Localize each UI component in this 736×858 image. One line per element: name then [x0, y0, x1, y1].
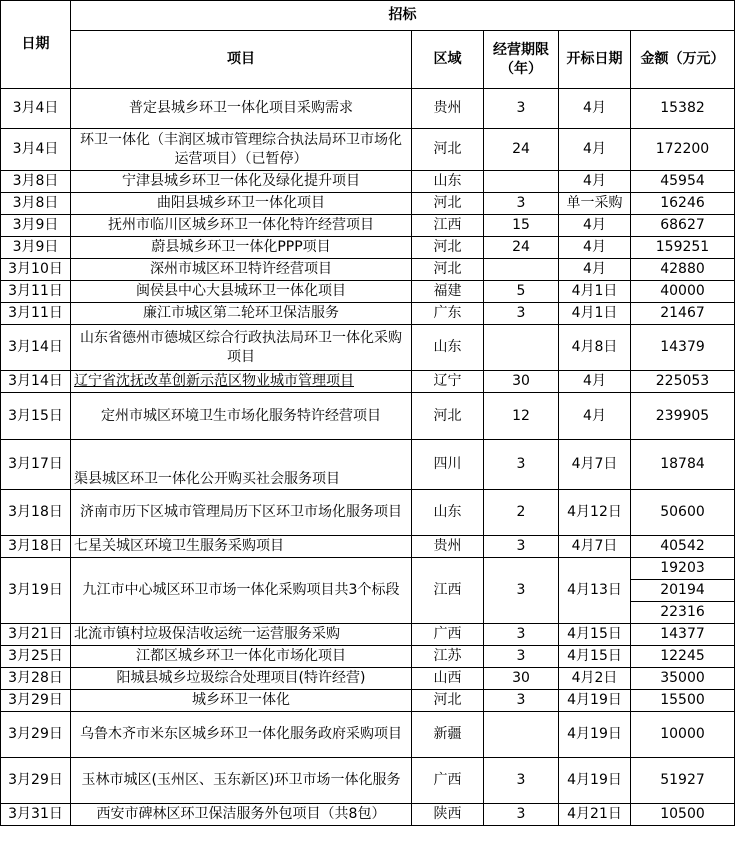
cell-date: 3月9日	[1, 215, 71, 237]
header-project: 项目	[71, 31, 412, 89]
cell-region: 河北	[412, 237, 484, 259]
cell-open-date: 4月21日	[559, 804, 631, 826]
cell-date: 3月11日	[1, 303, 71, 325]
cell-date: 3月29日	[1, 712, 71, 758]
cell-date: 3月9日	[1, 237, 71, 259]
cell-open-date: 4月	[559, 259, 631, 281]
cell-region: 江西	[412, 215, 484, 237]
cell-amount: 10000	[631, 712, 735, 758]
cell-term: 3	[484, 440, 559, 490]
cell-open-date: 4月7日	[559, 440, 631, 490]
table-row	[1, 490, 735, 536]
cell-amount: 14379	[631, 325, 735, 371]
cell-amount: 19203	[631, 558, 735, 580]
cell-open-date: 4月19日	[559, 758, 631, 804]
table-row	[1, 259, 735, 281]
cell-region: 新疆	[412, 712, 484, 758]
cell-project: 江都区城乡环卫一体化市场化项目	[71, 646, 412, 668]
header-group: 招标	[71, 1, 735, 31]
cell-open-date: 4月19日	[559, 690, 631, 712]
cell-open-date: 4月1日	[559, 281, 631, 303]
cell-term: 3	[484, 303, 559, 325]
cell-amount: 16246	[631, 193, 735, 215]
header-date: 日期	[1, 1, 71, 89]
cell-amount: 51927	[631, 758, 735, 804]
table-row	[1, 440, 735, 490]
cell-region: 河北	[412, 193, 484, 215]
cell-date: 3月15日	[1, 393, 71, 440]
cell-term: 3	[484, 758, 559, 804]
cell-amount: 45954	[631, 171, 735, 193]
table-row	[1, 536, 735, 558]
cell-project: 山东省德州市德城区综合行政执法局环卫一体化采购项目	[71, 325, 412, 371]
cell-term: 3	[484, 804, 559, 826]
cell-region: 河北	[412, 393, 484, 440]
cell-region: 江西	[412, 558, 484, 624]
header-amount: 金额（万元）	[631, 31, 735, 89]
table-row	[1, 171, 735, 193]
cell-term: 24	[484, 237, 559, 259]
header-term: 经营期限（年）	[484, 31, 559, 89]
cell-open-date: 4月7日	[559, 536, 631, 558]
cell-amount: 20194	[631, 580, 735, 602]
cell-project-link[interactable]: 辽宁省沈抚改革创新示范区物业城市管理项目	[71, 371, 412, 393]
cell-amount: 10500	[631, 804, 735, 826]
cell-project: 廉江市城区第二轮环卫保洁服务	[71, 303, 412, 325]
cell-project: 乌鲁木齐市米东区城乡环卫一体化服务政府采购项目	[71, 712, 412, 758]
cell-amount: 172200	[631, 129, 735, 171]
cell-project: 宁津县城乡环卫一体化及绿化提升项目	[71, 171, 412, 193]
cell-amount: 14377	[631, 624, 735, 646]
cell-project: 济南市历下区城市管理局历下区环卫市场化服务项目	[71, 490, 412, 536]
cell-open-date: 4月	[559, 371, 631, 393]
cell-project: 抚州市临川区城乡环卫一体化特许经营项目	[71, 215, 412, 237]
cell-date: 3月14日	[1, 371, 71, 393]
table-row	[1, 668, 735, 690]
cell-region: 山西	[412, 668, 484, 690]
cell-open-date: 4月8日	[559, 325, 631, 371]
cell-date: 3月18日	[1, 490, 71, 536]
table-row	[1, 624, 735, 646]
cell-term	[484, 171, 559, 193]
cell-region: 贵州	[412, 536, 484, 558]
table-row	[1, 89, 735, 129]
cell-amount: 40542	[631, 536, 735, 558]
cell-region: 福建	[412, 281, 484, 303]
table-row	[1, 371, 735, 393]
cell-amount: 42880	[631, 259, 735, 281]
table-row	[1, 804, 735, 826]
cell-term: 3	[484, 536, 559, 558]
cell-open-date: 4月2日	[559, 668, 631, 690]
cell-amount: 40000	[631, 281, 735, 303]
table-row	[1, 303, 735, 325]
cell-date: 3月25日	[1, 646, 71, 668]
cell-project: 九江市中心城区环卫市场一体化采购项目共3个标段	[71, 558, 412, 624]
cell-term	[484, 325, 559, 371]
cell-region: 陕西	[412, 804, 484, 826]
cell-term: 30	[484, 371, 559, 393]
cell-date: 3月8日	[1, 171, 71, 193]
cell-date: 3月19日	[1, 558, 71, 624]
cell-date: 3月28日	[1, 668, 71, 690]
table-row	[1, 193, 735, 215]
cell-region: 广西	[412, 758, 484, 804]
cell-project: 城乡环卫一体化	[71, 690, 412, 712]
cell-amount: 159251	[631, 237, 735, 259]
cell-term: 5	[484, 281, 559, 303]
table-row	[1, 758, 735, 804]
cell-project: 蔚县城乡环卫一体化PPP项目	[71, 237, 412, 259]
cell-term: 12	[484, 393, 559, 440]
cell-open-date: 4月15日	[559, 624, 631, 646]
cell-amount: 21467	[631, 303, 735, 325]
table-row	[1, 215, 735, 237]
cell-project: 玉林市城区(玉州区、玉东新区)环卫市场一体化服务	[71, 758, 412, 804]
cell-amount: 35000	[631, 668, 735, 690]
cell-open-date: 4月	[559, 129, 631, 171]
table-row	[1, 690, 735, 712]
cell-region: 河北	[412, 129, 484, 171]
cell-region: 江苏	[412, 646, 484, 668]
cell-project: 西安市碑林区环卫保洁服务外包项目（共8包）	[71, 804, 412, 826]
cell-date: 3月11日	[1, 281, 71, 303]
cell-date: 3月14日	[1, 325, 71, 371]
cell-date: 3月4日	[1, 129, 71, 171]
cell-region: 山东	[412, 325, 484, 371]
cell-project: 定州市城区环境卫生市场化服务特许经营项目	[71, 393, 412, 440]
cell-region: 贵州	[412, 89, 484, 129]
table-row	[1, 558, 735, 580]
cell-open-date: 4月1日	[559, 303, 631, 325]
cell-open-date: 4月	[559, 237, 631, 259]
cell-term: 3	[484, 193, 559, 215]
cell-amount: 68627	[631, 215, 735, 237]
cell-date: 3月29日	[1, 690, 71, 712]
cell-project: 北流市镇村垃圾保洁收运统一运营服务采购	[71, 624, 412, 646]
cell-region: 山东	[412, 490, 484, 536]
cell-region: 山东	[412, 171, 484, 193]
cell-project: 普定县城乡环卫一体化项目采购需求	[71, 89, 412, 129]
cell-project: 深州市城区环卫特许经营项目	[71, 259, 412, 281]
cell-amount: 225053	[631, 371, 735, 393]
cell-region: 辽宁	[412, 371, 484, 393]
cell-amount: 22316	[631, 602, 735, 624]
cell-date: 3月21日	[1, 624, 71, 646]
table-row	[1, 237, 735, 259]
cell-region: 四川	[412, 440, 484, 490]
header-region: 区域	[412, 31, 484, 89]
cell-open-date: 4月	[559, 393, 631, 440]
table-row	[1, 712, 735, 758]
cell-date: 3月29日	[1, 758, 71, 804]
cell-date: 3月8日	[1, 193, 71, 215]
cell-project: 阳城县城乡垃圾综合处理项目(特许经营)	[71, 668, 412, 690]
cell-open-date: 4月13日	[559, 558, 631, 624]
cell-region: 河北	[412, 259, 484, 281]
cell-amount: 15382	[631, 89, 735, 129]
cell-date: 3月31日	[1, 804, 71, 826]
cell-open-date: 单一采购	[559, 193, 631, 215]
cell-region: 广西	[412, 624, 484, 646]
cell-open-date: 4月	[559, 89, 631, 129]
cell-amount: 50600	[631, 490, 735, 536]
cell-term: 3	[484, 89, 559, 129]
cell-term: 3	[484, 646, 559, 668]
cell-term	[484, 259, 559, 281]
cell-term: 3	[484, 558, 559, 624]
cell-project: 环卫一体化（丰润区城市管理综合执法局环卫市场化运营项目）（已暂停）	[71, 129, 412, 171]
cell-term: 3	[484, 690, 559, 712]
cell-amount: 239905	[631, 393, 735, 440]
table-row	[1, 646, 735, 668]
cell-date: 3月18日	[1, 536, 71, 558]
cell-region: 河北	[412, 690, 484, 712]
table-row	[1, 281, 735, 303]
table-row	[1, 325, 735, 371]
cell-amount: 15500	[631, 690, 735, 712]
cell-term: 3	[484, 624, 559, 646]
cell-amount: 12245	[631, 646, 735, 668]
cell-open-date: 4月15日	[559, 646, 631, 668]
cell-project: 七星关城区环境卫生服务采购项目	[71, 536, 412, 558]
cell-region: 广东	[412, 303, 484, 325]
cell-term: 30	[484, 668, 559, 690]
cell-open-date: 4月12日	[559, 490, 631, 536]
table-row	[1, 129, 735, 171]
cell-open-date: 4月	[559, 215, 631, 237]
cell-amount: 18784	[631, 440, 735, 490]
cell-open-date: 4月	[559, 171, 631, 193]
cell-term: 2	[484, 490, 559, 536]
cell-term: 24	[484, 129, 559, 171]
cell-project: 闽侯县中心大县城环卫一体化项目	[71, 281, 412, 303]
cell-project: 曲阳县城乡环卫一体化项目	[71, 193, 412, 215]
cell-date: 3月17日	[1, 440, 71, 490]
header-open-date: 开标日期	[559, 31, 631, 89]
cell-date: 3月4日	[1, 89, 71, 129]
cell-open-date: 4月19日	[559, 712, 631, 758]
table-row	[1, 393, 735, 440]
cell-date: 3月10日	[1, 259, 71, 281]
cell-project: 渠县城区环卫一体化公开购买社会服务项目	[71, 440, 412, 490]
cell-term	[484, 712, 559, 758]
cell-term: 15	[484, 215, 559, 237]
